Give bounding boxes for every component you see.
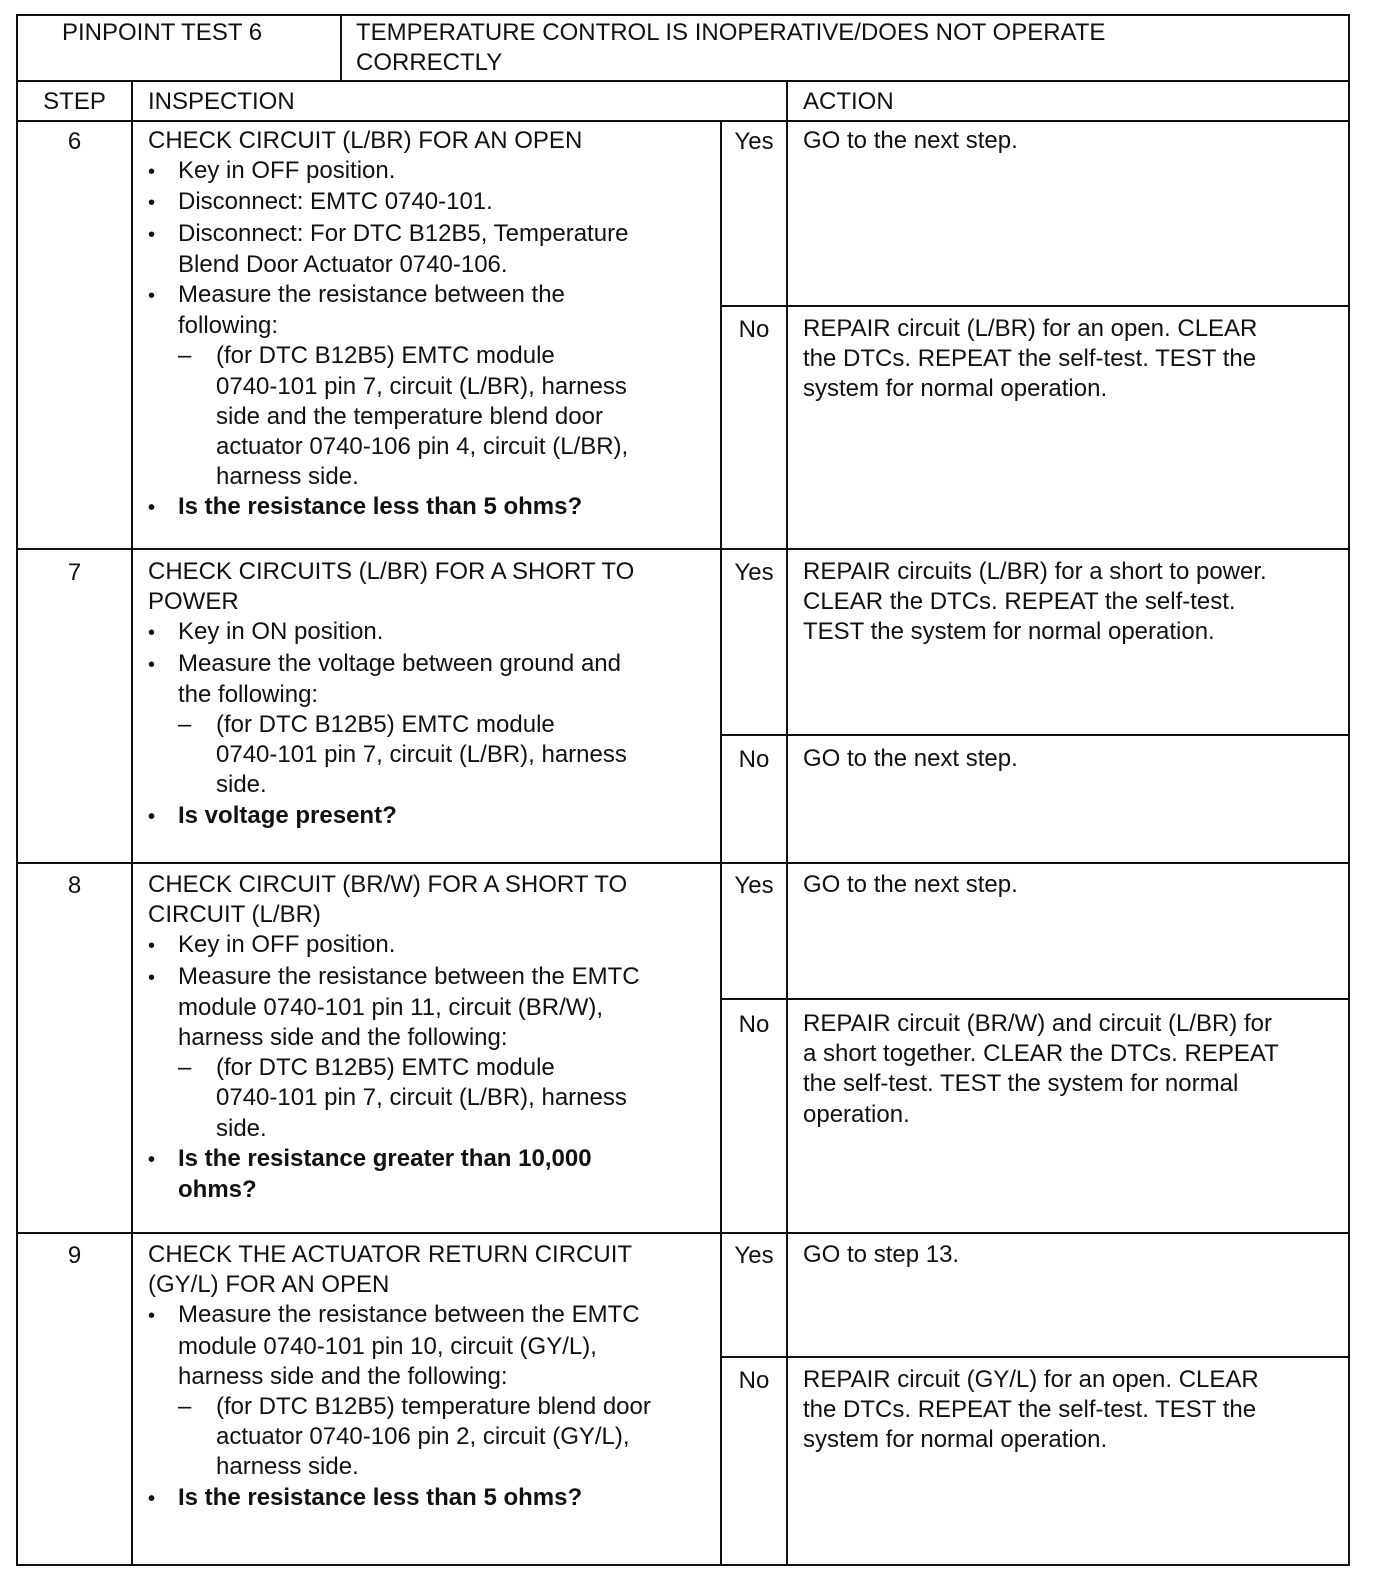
inspection-bullet-continued: module 0740-101 pin 10, circuit (GY/L), bbox=[178, 1332, 597, 1360]
yes-action-7 bbox=[803, 557, 1267, 648]
inspection-sub-item-continued: side. bbox=[216, 771, 267, 799]
inspection-sub-item-continued: harness side. bbox=[216, 463, 359, 491]
yes-no-divider-6 bbox=[722, 305, 1350, 307]
inspection-sub-item: – (for DTC B12B5) temperature blend door bbox=[148, 1392, 716, 1422]
inspection-sub-item-continued: side and the temperature blend door bbox=[216, 402, 603, 430]
action-line: the DTCs. REPEAT the self-test. TEST the bbox=[803, 1396, 1257, 1424]
header-divider bbox=[16, 80, 1350, 82]
inspection-question: • Is the resistance less than 5 ohms? bbox=[148, 1483, 716, 1514]
inspection-bullet: • Disconnect: For DTC B12B5, Temperature bbox=[148, 219, 716, 250]
no-label: No bbox=[738, 316, 770, 343]
inspection-bullet: • Measure the resistance between the EMTC bbox=[148, 962, 716, 993]
step-number: 7 bbox=[67, 559, 82, 586]
inspection-sub-item-continued: side. bbox=[216, 1114, 267, 1142]
inspection-sub-item-continued: 0740-101 pin 7, circuit (L/BR), harness bbox=[216, 372, 627, 400]
action-line: GO to the next step. bbox=[803, 127, 1018, 154]
inspection-heading: CHECK CIRCUIT (BR/W) FOR A SHORT TO bbox=[148, 871, 628, 898]
inspection-bullet: • Measure the resistance between the EMTC bbox=[148, 1300, 716, 1331]
inspection-bullet: • Key in OFF position. bbox=[148, 930, 716, 961]
inspection-sub-item: – (for DTC B12B5) EMTC module bbox=[148, 710, 716, 740]
test-title-line1: TEMPERATURE CONTROL IS INOPERATIVE/DOES NOT OPERATE bbox=[356, 19, 1106, 46]
action-line: system for normal operation. bbox=[803, 375, 1108, 403]
inspection-bullet: • Key in OFF position. bbox=[148, 156, 716, 187]
step-column-divider bbox=[131, 80, 133, 1566]
inspection-heading: POWER bbox=[148, 588, 239, 616]
inspection-bullet-continued: module 0740-101 pin 11, circuit (BR/W), bbox=[178, 993, 604, 1021]
action-line: REPAIR circuit (L/BR) for an open. CLEAR bbox=[803, 315, 1258, 342]
no-action-7 bbox=[803, 744, 1018, 774]
step-number: 6 bbox=[67, 128, 82, 155]
inspection-block-9 bbox=[148, 1240, 716, 1514]
inspection-sub-item-continued: 0740-101 pin 7, circuit (L/BR), harness bbox=[216, 1084, 627, 1112]
inspection-sub-item-continued: 0740-101 pin 7, circuit (L/BR), harness bbox=[216, 741, 627, 769]
action-line: GO to the next step. bbox=[803, 871, 1018, 898]
inspection-bullet-continued: harness side and the following: bbox=[178, 1362, 508, 1390]
inspection-column-header: INSPECTION bbox=[148, 88, 295, 115]
inspection-heading: CHECK CIRCUITS (L/BR) FOR A SHORT TO bbox=[148, 558, 635, 585]
yes-action-8 bbox=[803, 870, 1018, 900]
inspection-block-7 bbox=[148, 557, 716, 832]
inspection-heading: CIRCUIT (L/BR) bbox=[148, 901, 321, 929]
inspection-heading: CHECK CIRCUIT (L/BR) FOR AN OPEN bbox=[148, 127, 583, 154]
action-line: GO to the next step. bbox=[803, 745, 1018, 772]
action-column-header: ACTION bbox=[803, 88, 894, 115]
test-title-line2: CORRECTLY bbox=[356, 49, 503, 76]
row-divider-7-8 bbox=[16, 862, 1350, 864]
inspection-block-8 bbox=[148, 870, 716, 1205]
yes-no-divider-7 bbox=[722, 734, 1350, 736]
yes-no-divider-9 bbox=[722, 1356, 1350, 1358]
inspection-sub-item: – (for DTC B12B5) EMTC module bbox=[148, 1053, 716, 1083]
action-line: REPAIR circuit (GY/L) for an open. CLEAR bbox=[803, 1366, 1259, 1393]
no-action-6 bbox=[803, 314, 1257, 405]
inspection-bullet-continued: following: bbox=[178, 312, 279, 340]
row-divider-8-9 bbox=[16, 1232, 1350, 1234]
inspection-sub-item-continued: actuator 0740-106 pin 4, circuit (L/BR), bbox=[216, 433, 629, 461]
action-line: REPAIR circuits (L/BR) for a short to power. bbox=[803, 558, 1267, 585]
test-label: PINPOINT TEST 6 bbox=[62, 19, 263, 46]
action-line: the self-test. TEST the system for normal bbox=[803, 1070, 1239, 1098]
action-line: the DTCs. REPEAT the self-test. TEST the bbox=[803, 345, 1257, 373]
step-column-header: STEP bbox=[43, 88, 106, 115]
inspection-bullet-continued: the following: bbox=[178, 680, 319, 708]
yes-label: Yes bbox=[734, 128, 774, 155]
inspection-question: • Is the resistance greater than 10,000 bbox=[148, 1144, 716, 1175]
no-label: No bbox=[738, 1367, 770, 1394]
inspection-sub-item: – (for DTC B12B5) EMTC module bbox=[148, 341, 716, 371]
header-column-divider bbox=[340, 14, 342, 82]
yes-no-divider-8 bbox=[722, 998, 1350, 1000]
inspection-bullet: • Disconnect: EMTC 0740-101. bbox=[148, 187, 716, 218]
inspection-question: • Is voltage present? bbox=[148, 801, 716, 832]
action-line: REPAIR circuit (BR/W) and circuit (L/BR) for bbox=[803, 1010, 1272, 1037]
inspection-question-continued: ohms? bbox=[178, 1176, 257, 1204]
inspection-bullet: • Measure the voltage between ground and bbox=[148, 649, 716, 680]
inspection-block-6 bbox=[148, 126, 716, 524]
action-line: CLEAR the DTCs. REPEAT the self-test. bbox=[803, 588, 1236, 616]
inspection-bullet-continued: harness side and the following: bbox=[178, 1024, 508, 1052]
inspection-bullet: • Key in ON position. bbox=[148, 617, 716, 648]
step-number: 8 bbox=[67, 872, 82, 899]
inspection-sub-item-continued: actuator 0740-106 pin 2, circuit (GY/L), bbox=[216, 1423, 630, 1451]
column-header-divider bbox=[16, 120, 1350, 122]
action-line: GO to step 13. bbox=[803, 1241, 960, 1268]
no-label: No bbox=[738, 746, 770, 773]
inspection-sub-item-continued: harness side. bbox=[216, 1453, 359, 1481]
step-number: 9 bbox=[67, 1242, 82, 1269]
inspection-heading: CHECK THE ACTUATOR RETURN CIRCUIT bbox=[148, 1241, 633, 1268]
action-line: TEST the system for normal operation. bbox=[803, 618, 1215, 646]
row-divider-6-7 bbox=[16, 548, 1350, 550]
yes-label: Yes bbox=[734, 559, 774, 586]
no-action-9 bbox=[803, 1365, 1259, 1456]
action-line: system for normal operation. bbox=[803, 1426, 1108, 1454]
inspection-question: • Is the resistance less than 5 ohms? bbox=[148, 492, 716, 523]
inspection-bullet-continued: Blend Door Actuator 0740-106. bbox=[178, 250, 508, 278]
action-line: operation. bbox=[803, 1100, 910, 1128]
inspection-heading: (GY/L) FOR AN OPEN bbox=[148, 1271, 390, 1299]
yes-label: Yes bbox=[734, 872, 774, 899]
action-column-divider bbox=[786, 80, 788, 1566]
action-line: a short together. CLEAR the DTCs. REPEAT bbox=[803, 1040, 1279, 1068]
yes-action-9 bbox=[803, 1240, 959, 1270]
yes-action-6 bbox=[803, 126, 1018, 156]
no-label: No bbox=[738, 1011, 770, 1038]
no-action-8 bbox=[803, 1009, 1279, 1130]
inspection-bullet: • Measure the resistance between the bbox=[148, 280, 716, 311]
yes-label: Yes bbox=[734, 1242, 774, 1269]
